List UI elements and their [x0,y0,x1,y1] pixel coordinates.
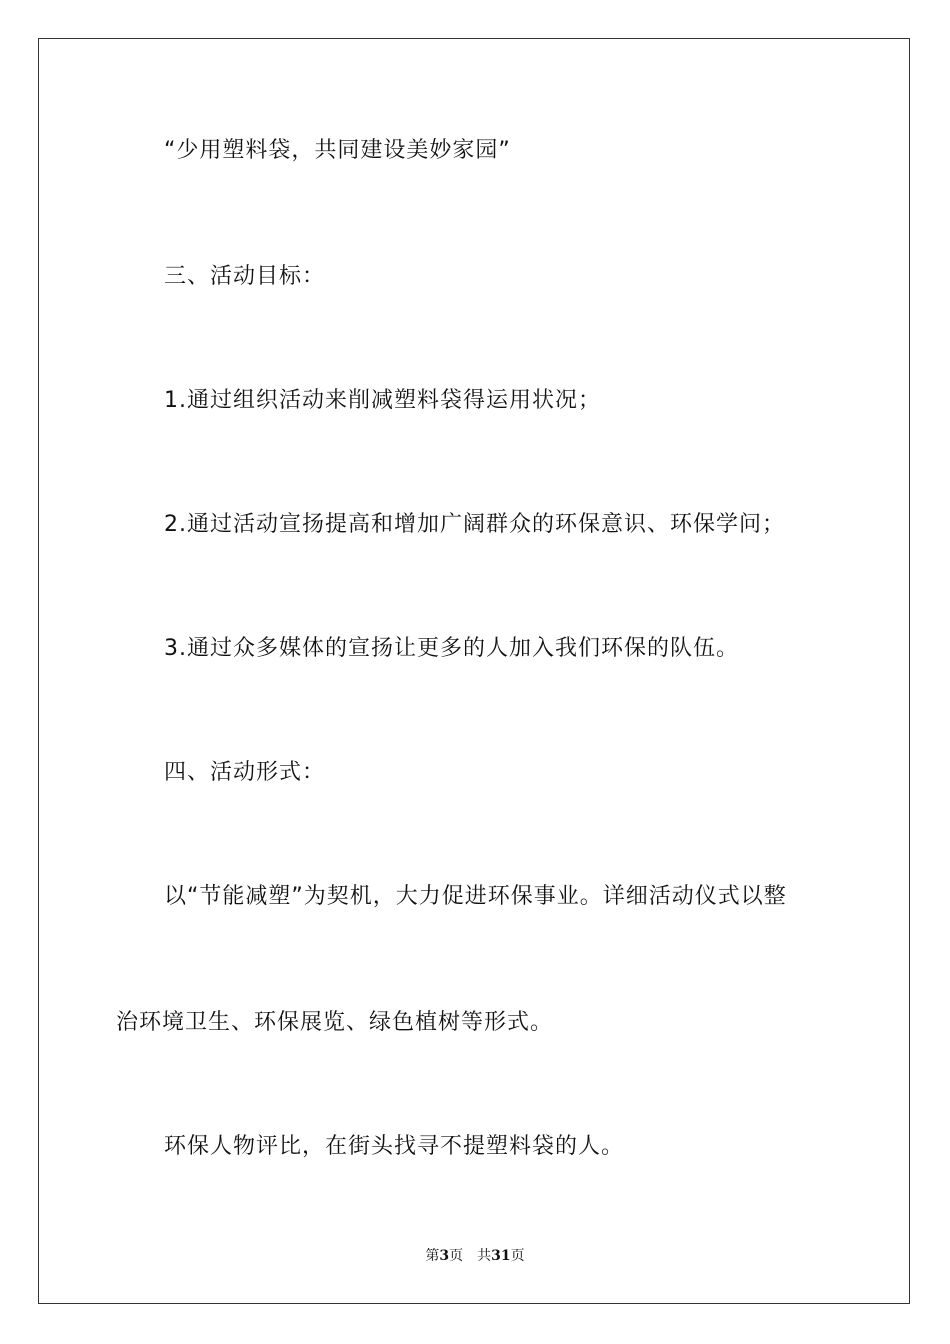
footer-total-prefix: 共 [477,1248,492,1264]
goal-item-1: 1.通过组织活动来削减塑料袋得运用状况； [164,388,601,413]
evaluation-paragraph: 环保人物评比，在街头找寻不提塑料袋的人。 [164,1134,625,1159]
heading-activity-form: 四、活动形式： [164,760,326,785]
footer-page-suffix: 页 [449,1248,464,1264]
footer-total-pages: 31 [491,1248,511,1264]
form-paragraph-line-2: 治环境卫生、环保展览、绿色植树等形式。 [116,1010,554,1035]
heading-activity-goals: 三、活动目标： [164,264,326,289]
footer-page-prefix: 第 [425,1248,440,1264]
form-paragraph-line-1: 以“节能减塑”为契机，大力促进环保事业。详细活动仪式以整 [164,884,787,909]
slogan-line: “少用塑料袋，共同建设美妙家园” [164,138,511,163]
goal-item-3: 3.通过众多媒体的宣扬让更多的人加入我们环保的队伍。 [164,636,739,661]
footer-page-number: 3 [439,1248,450,1264]
page-footer [0,1246,950,1266]
page-border [38,38,910,1304]
footer-total-suffix: 页 [510,1248,525,1264]
goal-item-2: 2.通过活动宣扬提高和增加广阔群众的环保意识、环保学问； [164,512,785,537]
